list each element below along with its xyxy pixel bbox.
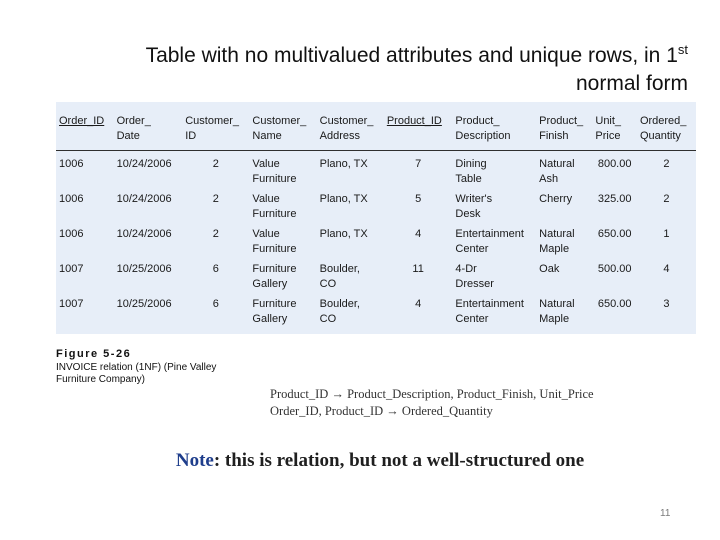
table-cell: Entertainment Center <box>455 228 524 255</box>
table-cell: 650.00 <box>597 228 632 240</box>
table-cell: Natural Ash <box>539 158 575 185</box>
invoice-table <box>56 102 696 329</box>
slide-title-end: normal form <box>575 72 688 95</box>
slide-title-main: Table with no multivalued attributes and unique rows, in 1 <box>145 44 678 67</box>
column-header: Order_ID <box>56 102 114 151</box>
table-cell: 1006 <box>59 193 84 205</box>
figure-label: Figure 5-26 <box>56 348 132 360</box>
table-header-row <box>56 102 696 151</box>
table-cell: 6 <box>212 263 219 275</box>
note-label: Note <box>175 450 214 471</box>
column-header: Customer_ Address <box>317 102 384 151</box>
table-row <box>56 224 696 259</box>
figure-caption <box>56 348 236 386</box>
table-row <box>56 151 696 190</box>
table-cell: 650.00 <box>597 298 632 310</box>
column-header: Product_ Finish <box>536 102 592 151</box>
dependency-line: Order_ID, Product_ID → Ordered_Quantity <box>270 404 493 418</box>
figure-description: INVOICE relation (1NF) (Pine Valley Furniture Company) <box>56 362 217 385</box>
table-cell: Plano, TX <box>319 228 368 240</box>
table-cell: Natural Maple <box>539 228 575 255</box>
table-cell: Value Furniture <box>252 193 297 220</box>
table-cell: 10/24/2006 <box>116 228 172 240</box>
table-cell: 4 <box>415 298 422 310</box>
page-number: 11 <box>660 508 671 519</box>
table-cell: 11 <box>412 263 424 275</box>
table-cell: 2 <box>663 158 670 170</box>
table-cell: 1007 <box>59 298 84 310</box>
table-cell: 7 <box>415 158 422 170</box>
slide-title <box>40 36 688 98</box>
functional-dependencies <box>270 386 650 420</box>
table-cell: 2 <box>663 193 670 205</box>
table-cell: Plano, TX <box>319 193 368 205</box>
column-header: Unit_ Price <box>592 102 637 151</box>
column-header: Customer_ Name <box>249 102 316 151</box>
table-cell: Boulder, CO <box>319 298 360 325</box>
table-cell: Oak <box>539 263 560 275</box>
table-cell: 800.00 <box>597 158 632 170</box>
table-cell: Plano, TX <box>319 158 368 170</box>
table-body <box>56 151 696 330</box>
table-cell: Natural Maple <box>539 298 575 325</box>
table-cell: 2 <box>212 158 219 170</box>
table-cell: Furniture Gallery <box>252 263 297 290</box>
column-header: Product_ Description <box>452 102 536 151</box>
table-cell: 4-Dr Dresser <box>455 263 494 290</box>
table-cell: 2 <box>212 228 219 240</box>
table-cell: 10/24/2006 <box>116 193 172 205</box>
column-header: Product_ID <box>384 102 453 151</box>
column-header: Order_ Date <box>114 102 183 151</box>
note-text <box>0 450 720 472</box>
table-cell: 1006 <box>59 158 84 170</box>
table-row <box>56 294 696 329</box>
table-cell: Entertainment Center <box>455 298 524 325</box>
table-cell: Dining Table <box>455 158 487 185</box>
table-cell: 5 <box>415 193 422 205</box>
table-cell: 2 <box>212 193 219 205</box>
table-cell: 500.00 <box>597 263 632 275</box>
table-cell: 325.00 <box>597 193 632 205</box>
column-header: Ordered_ Quantity <box>637 102 696 151</box>
table-row <box>56 259 696 294</box>
table-cell: 6 <box>212 298 219 310</box>
invoice-table-panel <box>56 102 696 334</box>
table-cell: Value Furniture <box>252 158 297 185</box>
table-row <box>56 189 696 224</box>
table-cell: 10/25/2006 <box>116 298 172 310</box>
table-cell: 10/25/2006 <box>116 263 172 275</box>
table-cell: 3 <box>663 298 670 310</box>
table-cell: 10/24/2006 <box>116 158 172 170</box>
table-cell: 1 <box>663 228 670 240</box>
table-cell: 4 <box>415 228 422 240</box>
table-cell: 1006 <box>59 228 84 240</box>
slide-title-superscript: st <box>677 42 688 57</box>
table-cell: Cherry <box>539 193 573 205</box>
table-cell: 1007 <box>59 263 84 275</box>
dependency-line: Product_ID → Product_Description, Product_Finish, Unit_Price <box>270 387 594 401</box>
table-cell: Writer's Desk <box>455 193 493 220</box>
column-header: Customer_ ID <box>182 102 249 151</box>
table-cell: Furniture Gallery <box>252 298 297 325</box>
table-cell: 4 <box>663 263 670 275</box>
table-cell: Boulder, CO <box>319 263 360 290</box>
note-body: : this is relation, but not a well-structured one <box>213 450 585 471</box>
table-cell: Value Furniture <box>252 228 297 255</box>
